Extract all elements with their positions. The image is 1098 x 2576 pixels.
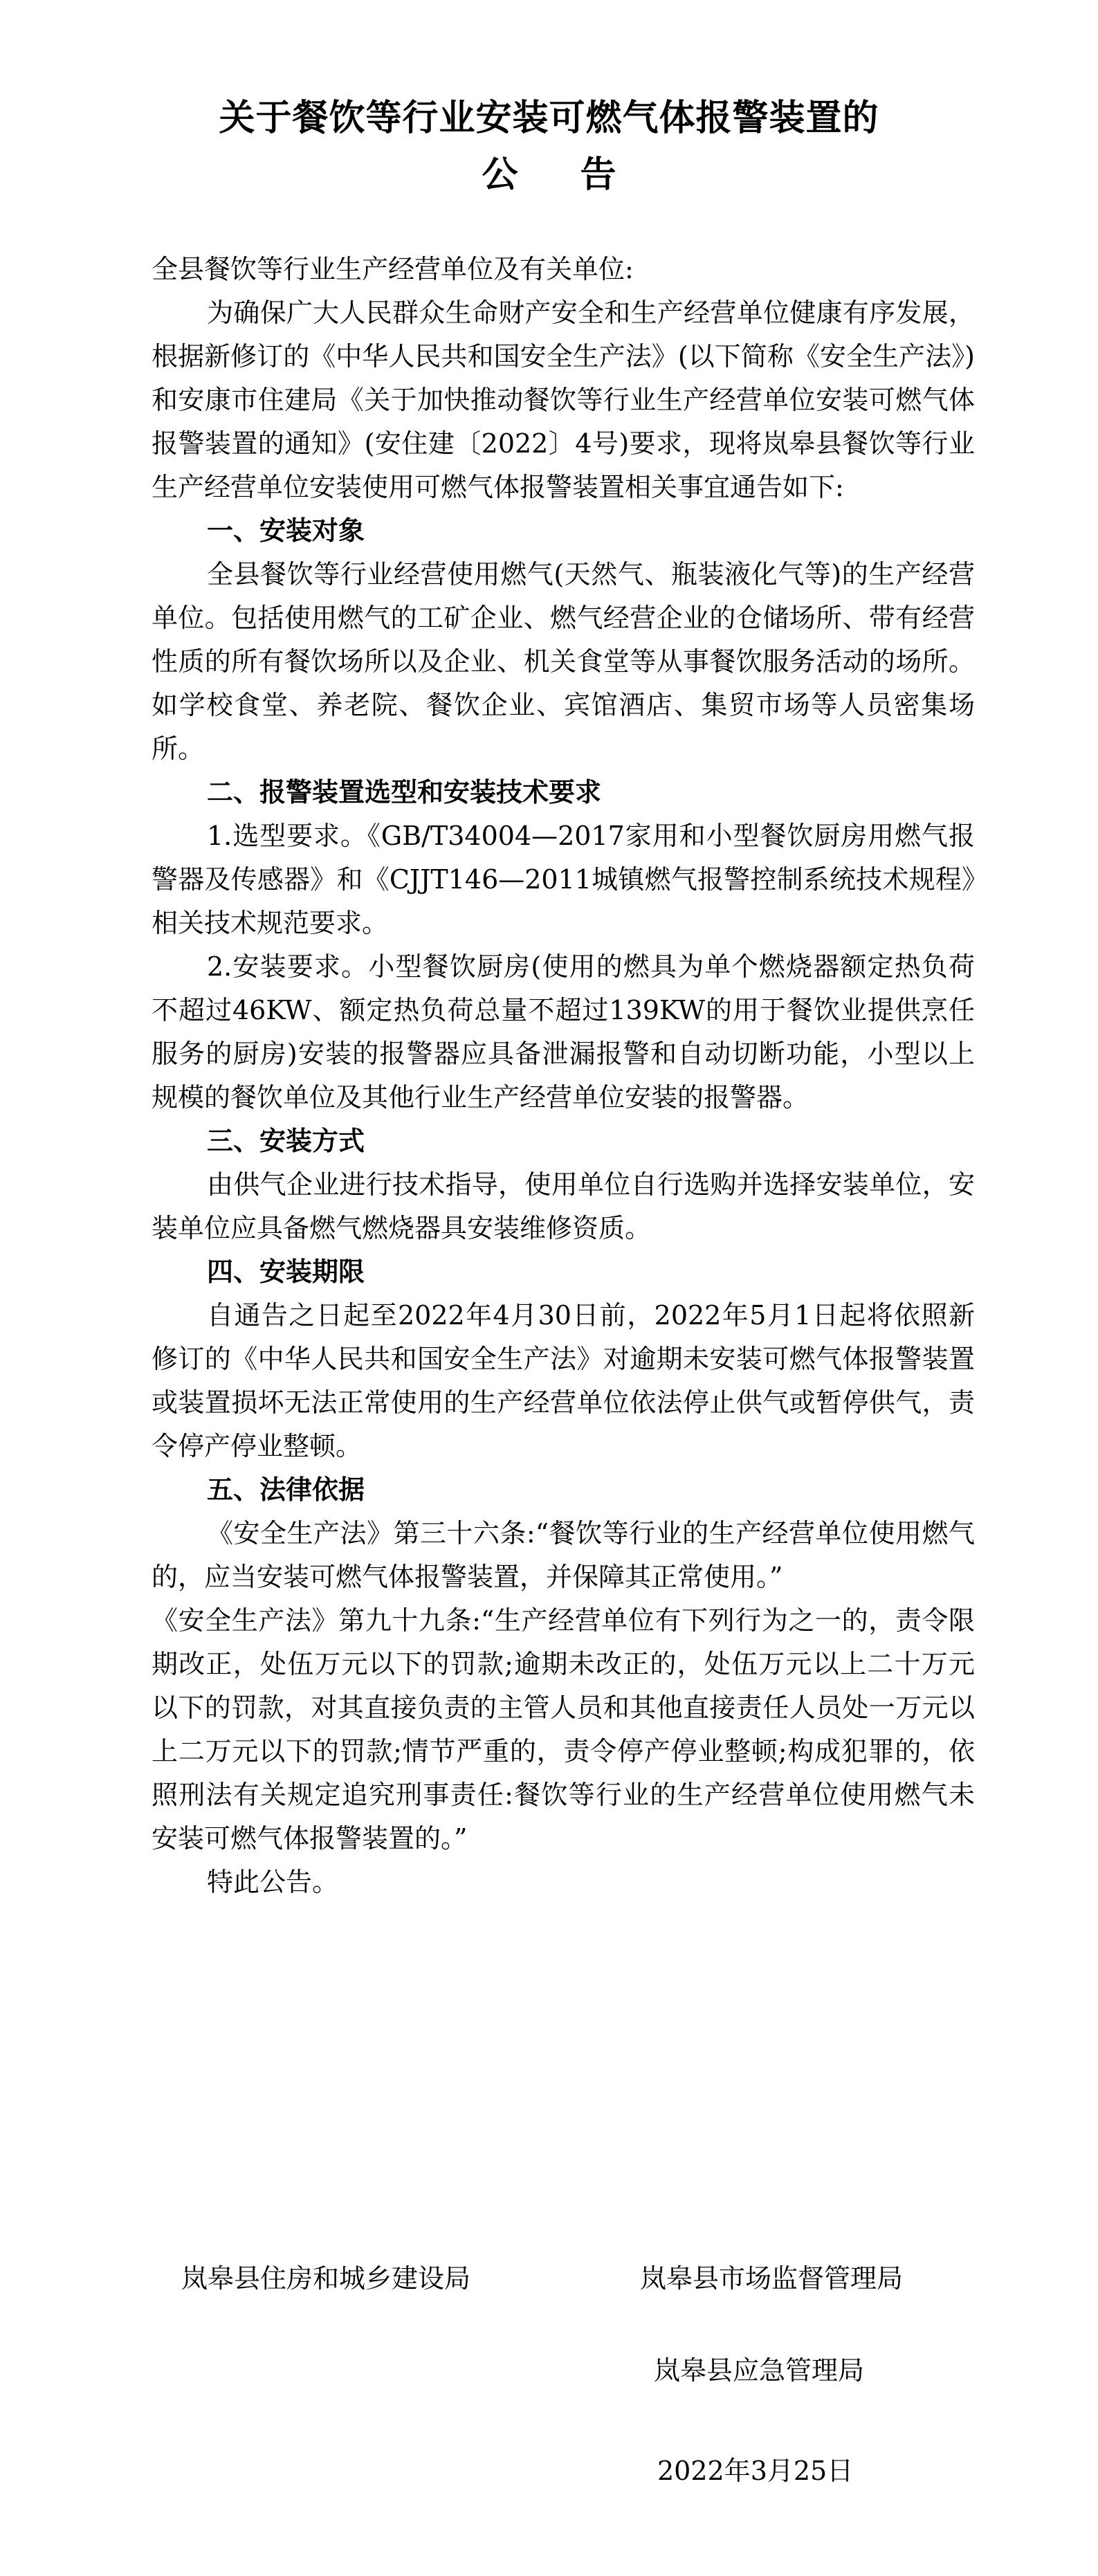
intro-paragraph: 为确保广大人民群众生命财产安全和生产经营单位健康有序发展，根据新修订的《中华人民共和国安全生产法》(以下简称《安全生产法》)和安康市住建局《关于加快推动餐饮等行业生产经营单位安装可燃气体报警装置的通知》(安住建〔2022〕4号)要求，现将岚皋县餐饮等行业生产经营单位安装使用可燃气体报警装置相关事宜通告如下:: [152, 298, 975, 502]
section-2-item-2: 2.安装要求。小型餐饮厨房(使用的燃具为单个燃烧器额定热负荷不超过46KW、额定热负荷总量不超过139KW的用于餐饮业提供烹任服务的厨房)安装的报警器应具备泄漏报警和自动切断功能，小型以上规模的餐饮单位及其他行业生产经营单位安装的报警器。: [152, 951, 975, 1113]
section-1-heading: 一、安装对象: [207, 515, 365, 546]
section-4-paragraph: 自通告之日起至2022年4月30日前，2022年5月1日起将依照新修订的《中华人民共和国安全生产法》对逾期未安装可燃气体报警装置或装置损坏无法正常使用的生产经营单位依法停止供气或暂停供气，责令停产停业整顿。: [152, 1300, 975, 1461]
section-3-paragraph: 由供气企业进行技术指导，使用单位自行选购并选择安装单位，安装单位应具备燃气燃烧器具安装维修资质。: [152, 1169, 975, 1243]
notice-date: 2022年3月25日: [657, 2456, 854, 2486]
signatory-market-bureau: 岚皋县市场监督管理局: [640, 2263, 904, 2294]
notice-title-char-1: 公: [482, 154, 518, 196]
section-2-heading: 二、报警装置选型和安装技术要求: [207, 777, 602, 807]
notice-title-line2: [0, 145, 1098, 197]
section-3-heading: 三、安装方式: [207, 1126, 365, 1156]
section-4-heading: 四、安装期限: [207, 1257, 365, 1287]
section-2-item-1: 1.选型要求。《GB/T34004—2017家用和小型餐饮厨房用燃气报警器及传感器》和《CJJT146—2011城镇燃气报警控制系统技术规程》相关技术规范要求。: [152, 821, 975, 938]
closing-line: 特此公告。: [207, 1867, 339, 1897]
signatory-emergency-bureau: 岚皋县应急管理局: [654, 2355, 865, 2386]
notice-title: 关于餐饮等行业安装可燃气体报警装置的: [219, 97, 879, 139]
notice-title-char-2: 告: [580, 154, 616, 196]
section-1-paragraph: 全县餐饮等行业经营使用燃气(天然气、瓶装液化气等)的生产经营单位。包括使用燃气的工矿企业、燃气经营企业的仓储场所、带有经营性质的所有餐饮场所以及企业、机关食堂等从事餐饮服务活动的场所。如学校食堂、养老院、餐饮企业、宾馆酒店、集贸市场等人员密集场所。: [152, 559, 975, 764]
section-5-article-36: 《安全生产法》第三十六条:“餐饮等行业的生产经营单位使用燃气的，应当安装可燃气体报警装置，并保障其正常使用。”: [152, 1518, 975, 1592]
section-5-article-99: 《安全生产法》第九十九条:“生产经营单位有下列行为之一的，责令限期改正，处伍万元以下的罚款;逾期未改正的，处伍万元以上二十万元以下的罚款，对其直接负责的主管人员和其他直接责任人员处一万元以上二万元以下的罚款;情节严重的，责令停产停业整顿;构成犯罪的，依照刑法有关规定追究刑事责任:餐饮等行业的生产经营单位使用燃气未安装可燃气体报警装置的。”: [152, 1605, 975, 1854]
section-5-heading: 五、法律依据: [207, 1474, 365, 1505]
signatory-housing-bureau: 岚皋县住房和城乡建设局: [181, 2263, 471, 2294]
recipient-line: 全县餐饮等行业生产经营单位及有关单位:: [152, 254, 634, 284]
notice-body: [152, 248, 975, 1904]
